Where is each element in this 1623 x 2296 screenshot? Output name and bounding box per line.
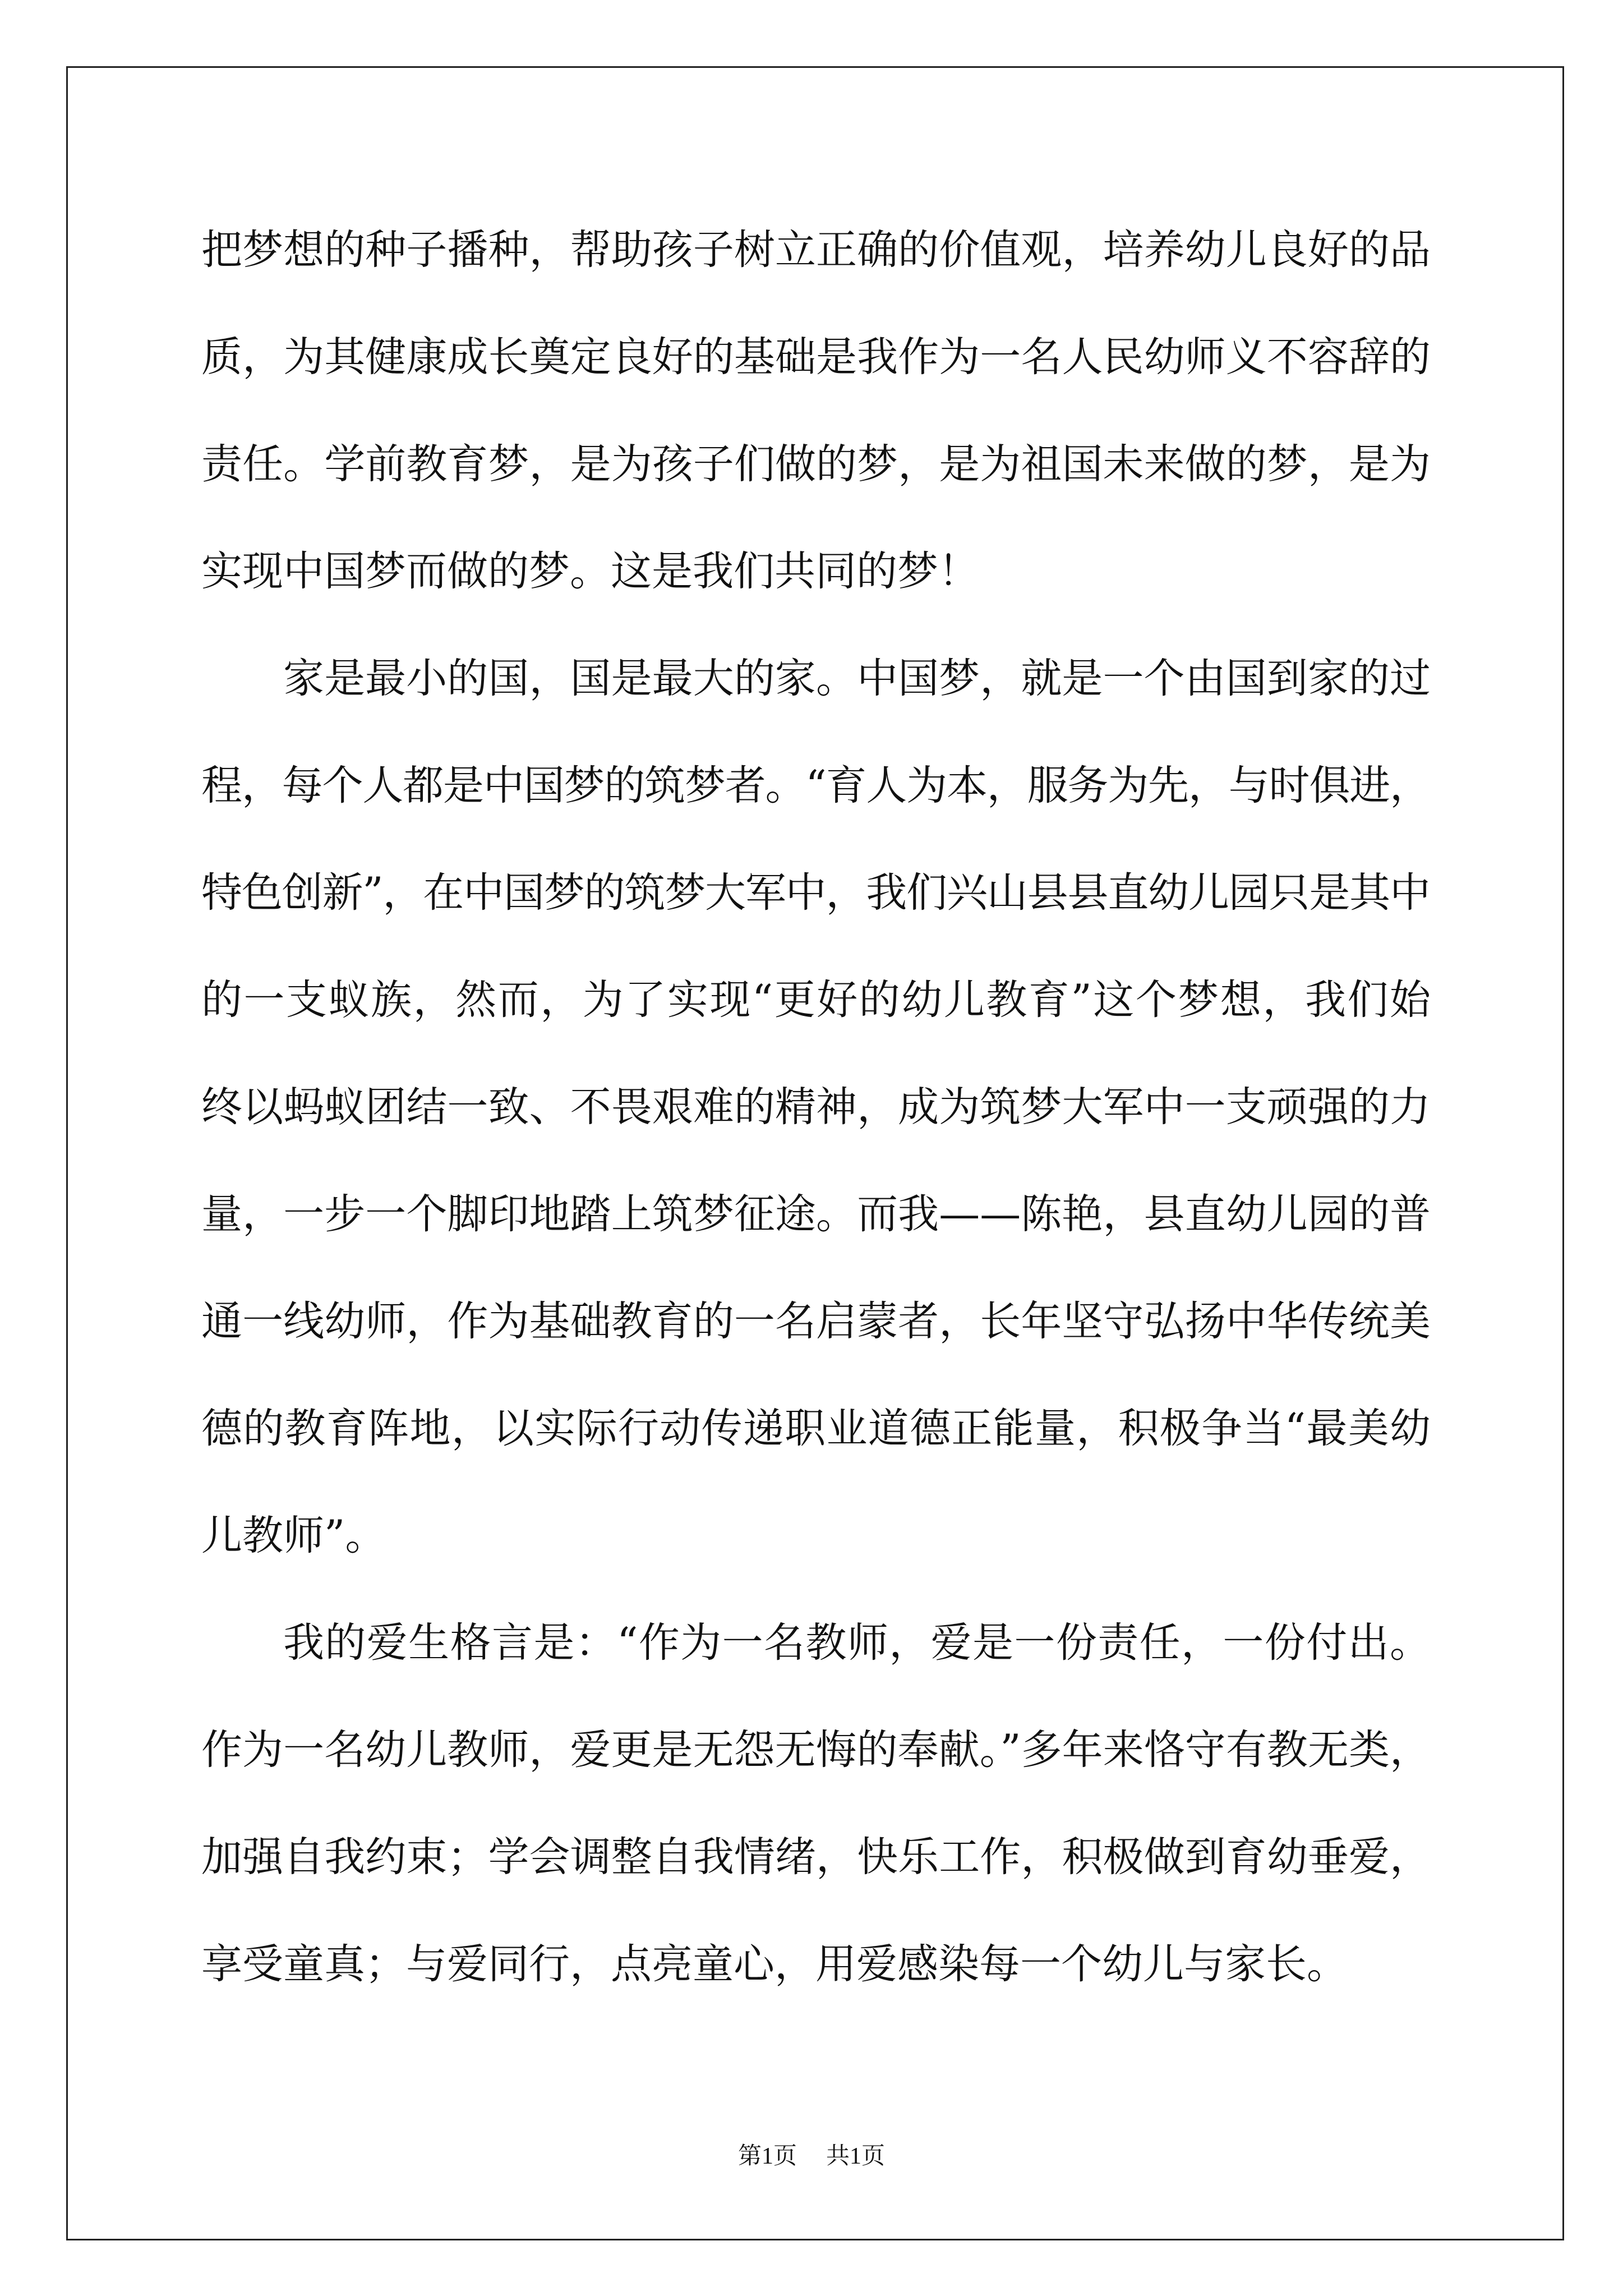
text-line: 程，每个人都是中国梦的筑梦者。“育人为本，服务为先，与时俱进， (201, 762, 1430, 809)
text-line: 特色创新”，在中国梦的筑梦大军中，我们兴山县县直幼儿园只是其中 (201, 869, 1430, 917)
text-line: 通一线幼师，作为基础教育的一名启蒙者，长年坚守弘扬中华传统美 (201, 1297, 1431, 1345)
text-line: 把梦想的种子播种，帮助孩子树立正确的价值观，培养幼儿良好的品 (201, 226, 1431, 274)
text-line: 作为一名幼儿教师，爱更是无怨无悔的奉献。”多年来恪守有教无类， (201, 1726, 1431, 1774)
text-line: 我的爱生格言是：“作为一名教师，爱是一份责任，一份付出。 (283, 1619, 1432, 1667)
text-line: 享受童真；与爱同行，点亮童心，用爱感染每一个幼儿与家长。 (201, 1940, 1348, 1988)
text-line: 量，一步一个脚印地踏上筑梦征途。而我——陈艳，县直幼儿园的普 (201, 1190, 1431, 1238)
text-line: 儿教师”。 (201, 1512, 386, 1559)
page-total: 共1页 (826, 2143, 886, 2169)
text-line: 的一支蚁族，然而，为了实现“更好的幼儿教育”这个梦想，我们始 (201, 976, 1432, 1024)
page-footer (0, 2139, 1623, 2173)
text-line: 质，为其健康成长奠定良好的基础是我作为一名人民幼师义不容辞的 (201, 333, 1431, 381)
text-line: 终以蚂蚁团结一致、不畏艰难的精神，成为筑梦大军中一支顽强的力 (201, 1083, 1431, 1131)
paragraph-2 (201, 625, 1431, 1589)
document-body (201, 196, 1431, 2018)
text-line: 德的教育阵地，以实际行动传递职业道德正能量，积极争当“最美幼 (201, 1405, 1432, 1452)
paragraph-1 (201, 196, 1431, 625)
text-line: 责任。学前教育梦，是为孩子们做的梦，是为祖国未来做的梦，是为 (201, 440, 1431, 488)
text-line: 家是最小的国，国是最大的家。中国梦，就是一个由国到家的过 (283, 655, 1431, 702)
text-line: 加强自我约束；学会调整自我情绪，快乐工作，积极做到育幼垂爱， (201, 1833, 1431, 1881)
text-line: 实现中国梦而做的梦。这是我们共同的梦！ (201, 547, 979, 595)
page-number: 第1页 (737, 2143, 797, 2169)
paragraph-3 (201, 1589, 1431, 2018)
